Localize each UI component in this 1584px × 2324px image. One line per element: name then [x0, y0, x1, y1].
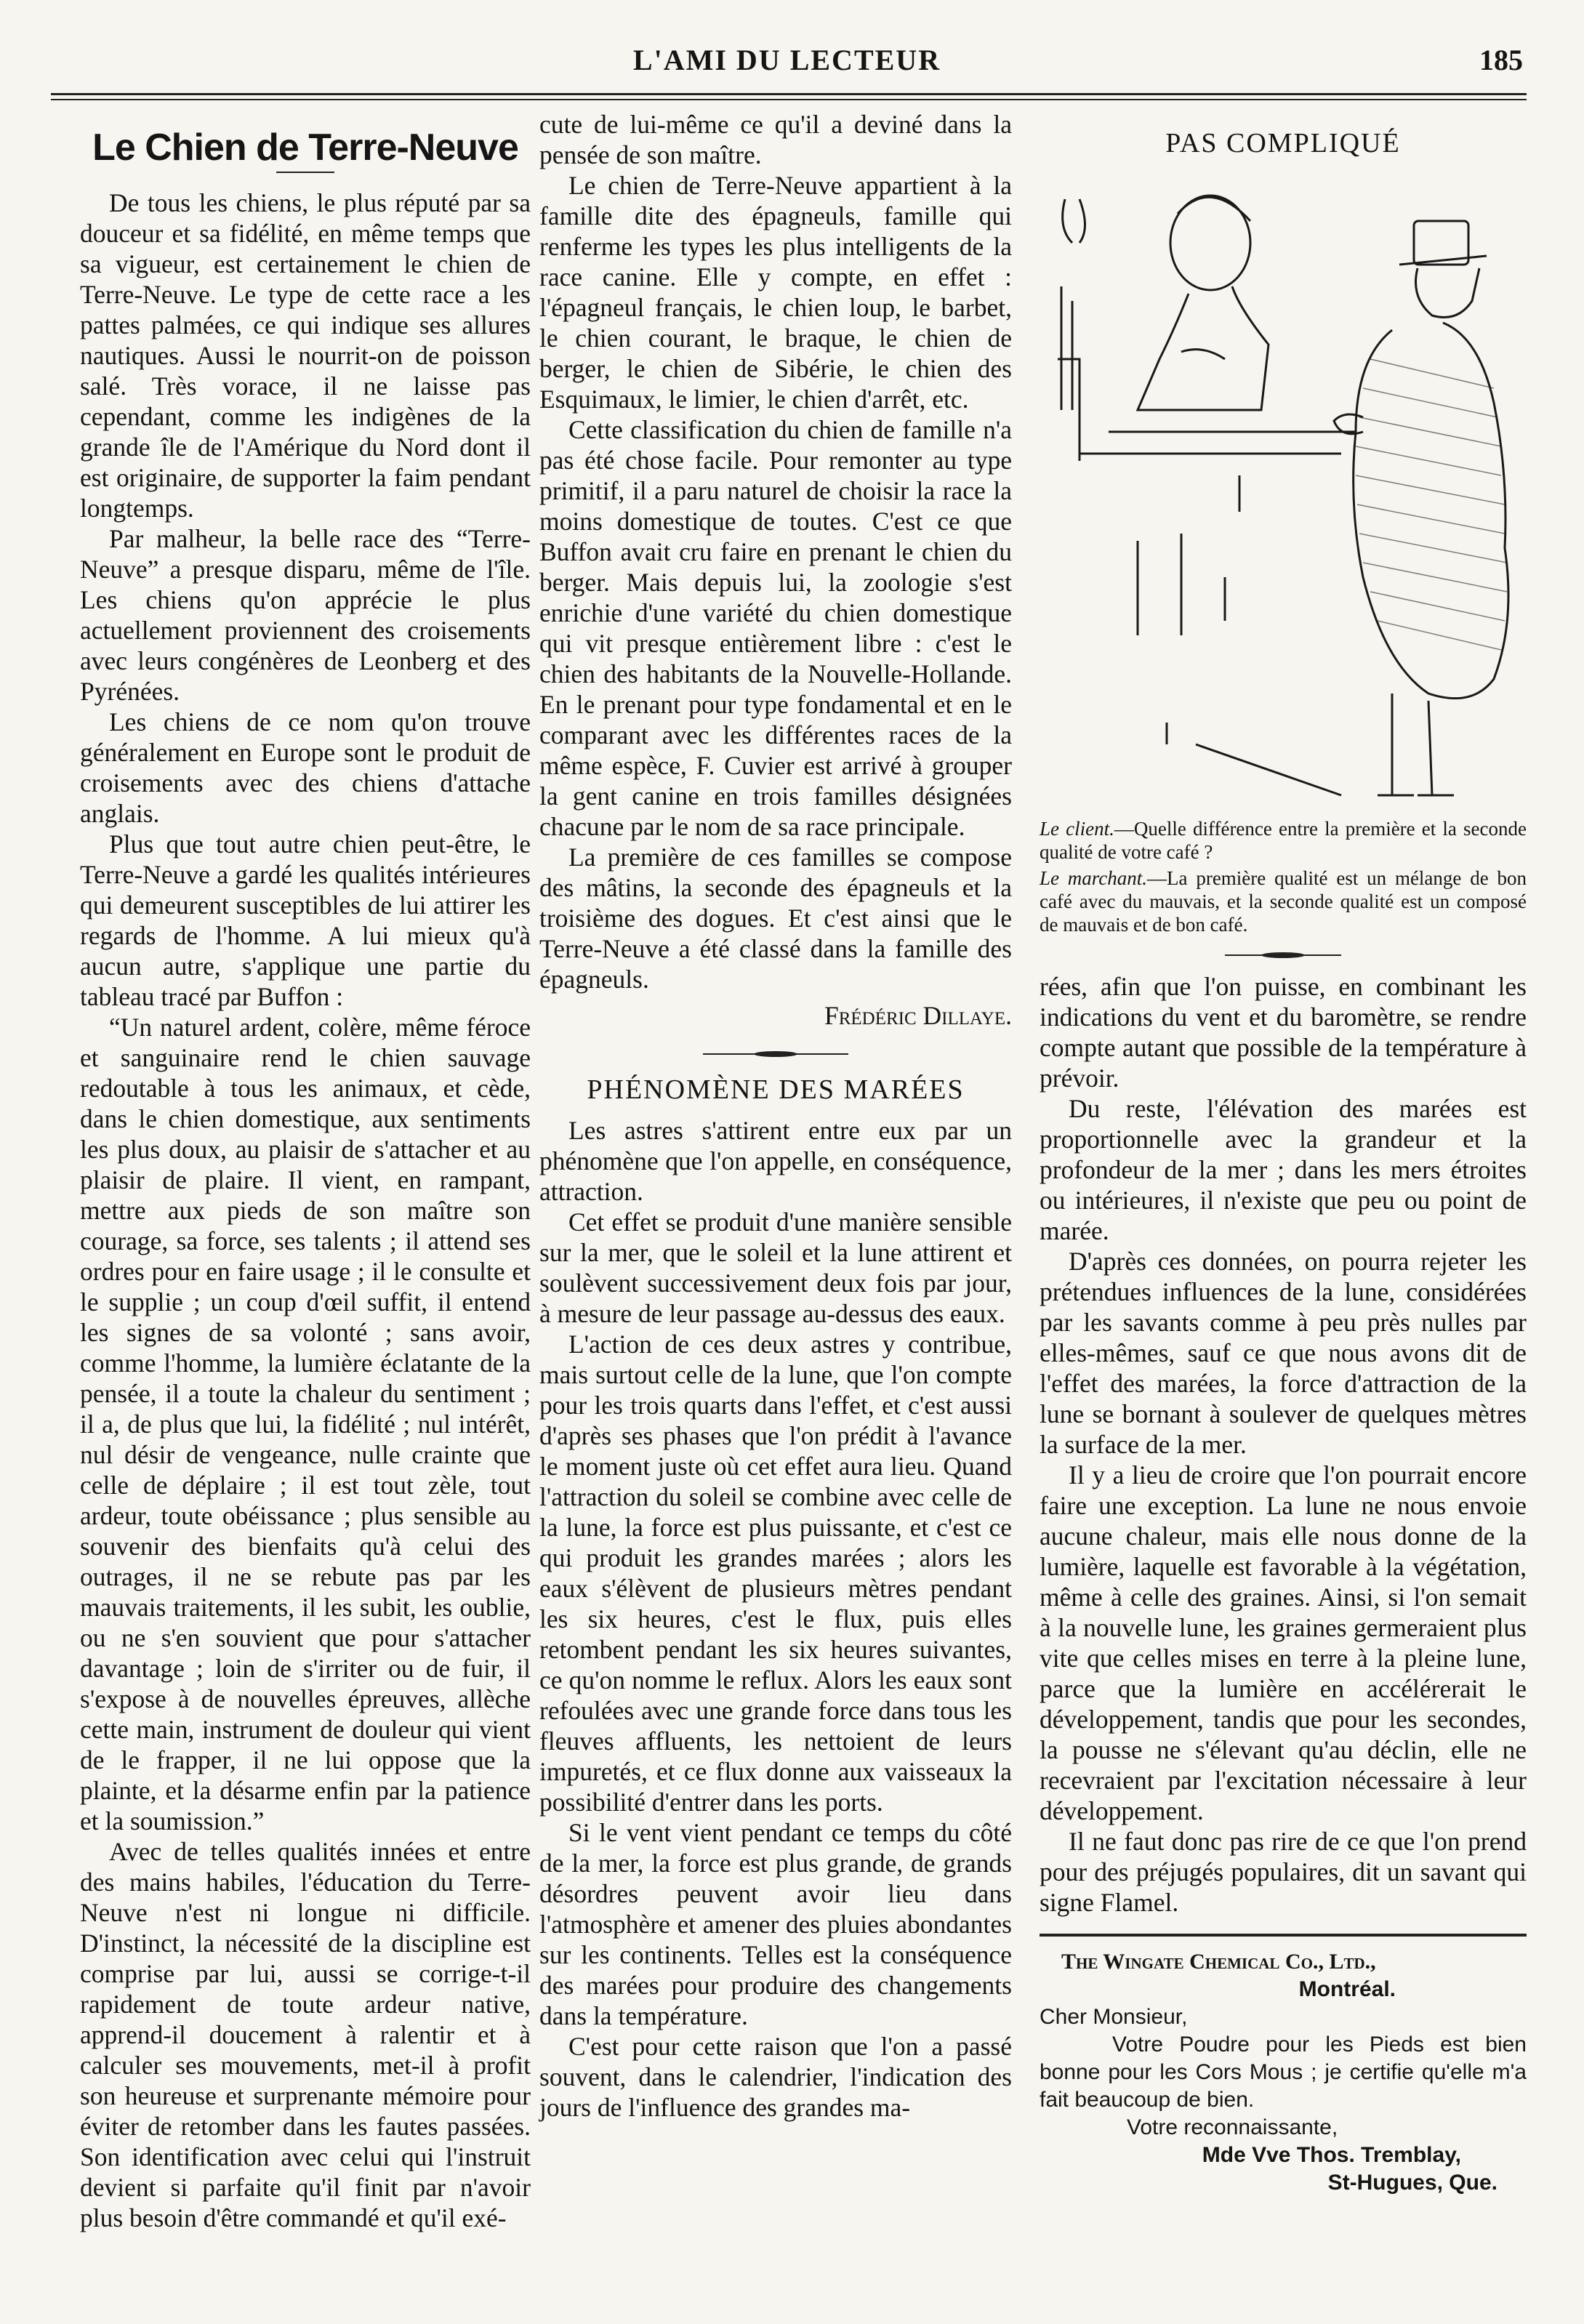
paragraph: Les chiens de ce nom qu'on trouve généralement en Europe sont le produit de croisements avec des chiens d'attache anglais.: [80, 707, 531, 828]
cartoon-title: PAS COMPLIQUÉ: [1165, 128, 1401, 158]
paragraph: Il ne faut donc pas rire de ce que l'on prend pour des préjugés populaires, dit un savant qui signe Flamel.: [1040, 1827, 1527, 1917]
advertisement: [1040, 1948, 1527, 2197]
cartoon-caption-merchant: [1040, 867, 1527, 936]
cartoon-illustration: [1050, 170, 1516, 810]
title-rule: [276, 172, 334, 173]
caption-text: —Quelle différence entre la première et la seconde qualité de votre café ?: [1040, 818, 1527, 863]
paragraph: Avec de telles qualités innées et entre des mains habiles, l'éducation du Terre-Neuve n'est ni longue ni difficile. D'instinct, la nécessité de la discipline est comprise par lui, aussi se corrige-t-il rapidement de toute ardeur native, apprend-il doucement à ralentir et à calculer ses mouvements, met-il à profit son heureuse et surprenante mémoire pour éviter de retomber dans les fautes passées. Son identification avec celui qui l'instruit devient si parfaite qu'il finit par n'avoir plus besoin d'être commandé et qu'il exé-: [80, 1837, 531, 2232]
cartoon-caption-client: [1040, 817, 1527, 864]
caption-speaker: Le marchant.: [1040, 867, 1148, 889]
paragraph: Si le vent vient pendant ce temps du côté de la mer, la force est plus grande, de grands désordres peuvent avoir lieu dans l'atmosphère et amener des pluies abondantes sur les continents. Telles est la conséquence des marées pour produire des changements dans la température.: [539, 1818, 1012, 2030]
author-signature: Frédéric Dillaye.: [824, 1001, 1012, 1030]
paragraph: Les astres s'attirent entre eux par un phénomène que l'on appelle, en conséquence, attraction.: [539, 1116, 1012, 1206]
ad-place: St-Hugues, Que.: [1327, 2171, 1497, 2195]
buffon-quote: “Un naturel ardent, colère, même féroce et sanguinaire rend le chien sauvage redoutable à tous les animaux, et cède, dans le chien domestique, aux sentiments les plus doux, au plaisir de s'attacher et au plaisir de plaire. Il vient, en rampant, mettre aux pieds de son maître son courage, sa force, ses talents ; il attend ses ordres pour en faire usage ; il le consulte et le supplie ; un coup d'œil suffit, il entend les signes de sa volonté ; sans avoir, comme l'homme, la lumière éclatante de la pensée, il a toute la chaleur du sentiment ; il a, de plus que lui, la fidélité ; nul intérêt, nul désir de vengeance, nulle crainte que celle de déplaire ; il est tout zèle, tout ardeur, toute obéissance ; plus sensible au souvenir des bienfaits qu'à celui des outrages, il ne se rebute pas par les mauvais traitements, il les subit, les oublie, ou ne s'en souvient que pour s'attacher davantage ; loin de s'irriter ou de fuir, il s'expose à de nouvelles épreuves, allèche cette main, instrument de douleur qui vient de le frapper, il ne lui oppose que la plainte, et la désarme enfin par la patience et la soumission.”: [80, 1013, 531, 1836]
paragraph-continued: cute de lui-même ce qu'il a deviné dans la pensée de son maître.: [539, 110, 1012, 169]
paragraph: Du reste, l'élévation des marées est proportionnelle avec la grandeur et la profondeur de la mer ; dans les mers étroites ou intérieures, il n'existe que peu ou point de marée.: [1040, 1094, 1527, 1245]
section-divider: [703, 1051, 848, 1057]
caption-speaker: Le client.: [1040, 818, 1114, 840]
ad-closing: Votre reconnaissante,: [1127, 2115, 1338, 2139]
ad-firm: The Wingate Chemical Co., Ltd.,: [1061, 1950, 1376, 1974]
ad-signature: Mde Vve Thos. Tremblay,: [1202, 2143, 1461, 2167]
advertisement-rule: [1040, 1934, 1527, 1937]
ad-body: Votre Poudre pour les Pieds est bien bonne pour les Cors Mous ; je certifie qu'elle m'a fait beaucoup de bien.: [1040, 2033, 1527, 2112]
column-2: [539, 109, 1012, 2123]
paragraph: Plus que tout autre chien peut-être, le Terre-Neuve a gardé les qualités intérieures qui demeurent susceptibles de lui attirer les regards de l'homme. A lui mieux qu'à aucun autre, s'applique une partie du tableau tracé par Buffon :: [80, 829, 531, 1011]
page-number: 185: [1479, 44, 1523, 76]
caption-text: —La première qualité est un mélange de bon café avec du mauvais, et la seconde qualité est un composé de mauvais et de bon café.: [1040, 867, 1527, 936]
paragraph: L'action de ces deux astres y contribue, mais surtout celle de la lune, que l'on compte pour les trois quarts dans l'effet, et c'est aussi d'après ses phases que l'on prédit à l'avance le moment juste où cet effet aura lieu. Quand l'attraction du soleil se combine avec celle de la lune, la force est plus puissante, et c'est ce qui produit les grandes marées ; alors les eaux s'élèvent de plusieurs mètres pendant les six heures, c'est le flux, puis elles retombent pendant les six heures suivantes, ce qu'on nomme le reflux. Alors les eaux sont refoulées avec une grande force dans tous les fleuves affluents, les nettoient de leurs impuretés, et ce flux donne aux vaisseaux la possibilité d'entrer dans les ports.: [539, 1330, 1012, 1817]
ad-city: Montréal.: [1298, 1977, 1396, 2001]
paragraph: La première de ces familles se compose des mâtins, la seconde des épagneuls et la troisième des dogues. Et c'est ainsi que le Terre-Neuve a été classé dans la famille des épagneuls.: [539, 843, 1012, 994]
paragraph: Il y a lieu de croire que l'on pourrait encore faire une exception. La lune ne nous envoie aucune chaleur, mais elle nous donne de la lumière, laquelle est favorable à la végétation, même à celle des graines. Ainsi, si l'on semait à la nouvelle lune, les graines germeraient plus vite que celles mises en terre à la pleine lune, parce que la lumière en accélérerait le développement, tandis que pour les secondes, la pousse ne s'élevant qu'au déclin, elle ne recevraient par l'excitation nécessaire à leur développement.: [1040, 1460, 1527, 1825]
paragraph: Cette classification du chien de famille n'a pas été chose facile. Pour remonter au type primitif, il a paru naturel de choisir la race la moins domestique de toutes. C'est ce que Buffon avait cru faire en prenant le chien du berger. Mais depuis lui, la zoologie s'est enrichie d'une variété du chien domestique qui vit presque entièrement libre : c'est le chien des habitants de la Nouvelle-Hollande. En le prenant pour type fondamental et en le comparant avec les différentes races de la même espèce, F. Cuvier est arrivé à grouper la gent canine en trois familles désignées chacune par le nom de sa race principale.: [539, 415, 1012, 841]
column-1: [80, 109, 531, 2233]
section-divider: [1225, 952, 1341, 958]
paragraph: Le chien de Terre-Neuve appartient à la famille dite des épagneuls, famille qui renferme les types les plus intelligents de la race canine. Elle y compte, en effet : l'épagneul français, le chien loup, le barbet, le chien courant, le braque, le chien de berger, le chien de Sibérie, le chien des Esquimaux, le limier, le chien d'arrêt, etc.: [539, 171, 1012, 414]
header-rule: [51, 93, 1527, 95]
paragraph: Par malheur, la belle race des “Terre-Neuve” a presque disparu, même de l'île. Les chiens qu'on apprécie le plus actuellement proviennent des croisements avec leurs congénères de Leonberg et des Pyrénées.: [80, 524, 531, 706]
article-title-marees: PHÉNOMÈNE DES MARÉES: [587, 1074, 965, 1105]
paragraph: Cet effet se produit d'une manière sensible sur la mer, que le soleil et la lune attirent et soulèvent successivement deux fois par jour, à mesure de leur passage au-dessus des eaux.: [539, 1207, 1012, 1328]
ad-salutation: Cher Monsieur,: [1040, 2005, 1188, 2029]
paragraph-continued: rées, afin que l'on puisse, en combinant les indications du vent et du baromètre, se rendre compte autant que possible de la température à prévoir.: [1040, 972, 1527, 1093]
column-3: [1040, 109, 1527, 2197]
article-title-chien: Le Chien de Terre-Neuve: [92, 126, 518, 169]
header-rule-secondary: [51, 99, 1527, 100]
page-header: [51, 40, 1523, 91]
paragraph: D'après ces données, on pourra rejeter les prétendues influences de la lune, considérées par les savants comme à peu près nulles par elles-mêmes, sauf ce que nous avons dit de l'effet des marées, la force d'attraction de la lune se bornant à soulever de quelques mètres la surface de la mer.: [1040, 1247, 1527, 1459]
paragraph: De tous les chiens, le plus réputé par sa douceur et sa fidélité, en même temps que sa vigueur, est certainement le chien de Terre-Neuve. Le type de cette race a les pattes palmées, ce qui indique ses allures nautiques. Aussi le nourrit-on de poisson salé. Très vorace, il ne laisse pas cependant, comme les indigènes de la grande île de l'Amérique du Nord dont il est originaire, de supporter la faim pendant longtemps.: [80, 188, 531, 523]
paragraph: C'est pour cette raison que l'on a passé souvent, dans le calendrier, l'indication des jours de l'influence des grandes ma-: [539, 2032, 1012, 2122]
journal-title: L'AMI DU LECTEUR: [632, 44, 941, 76]
